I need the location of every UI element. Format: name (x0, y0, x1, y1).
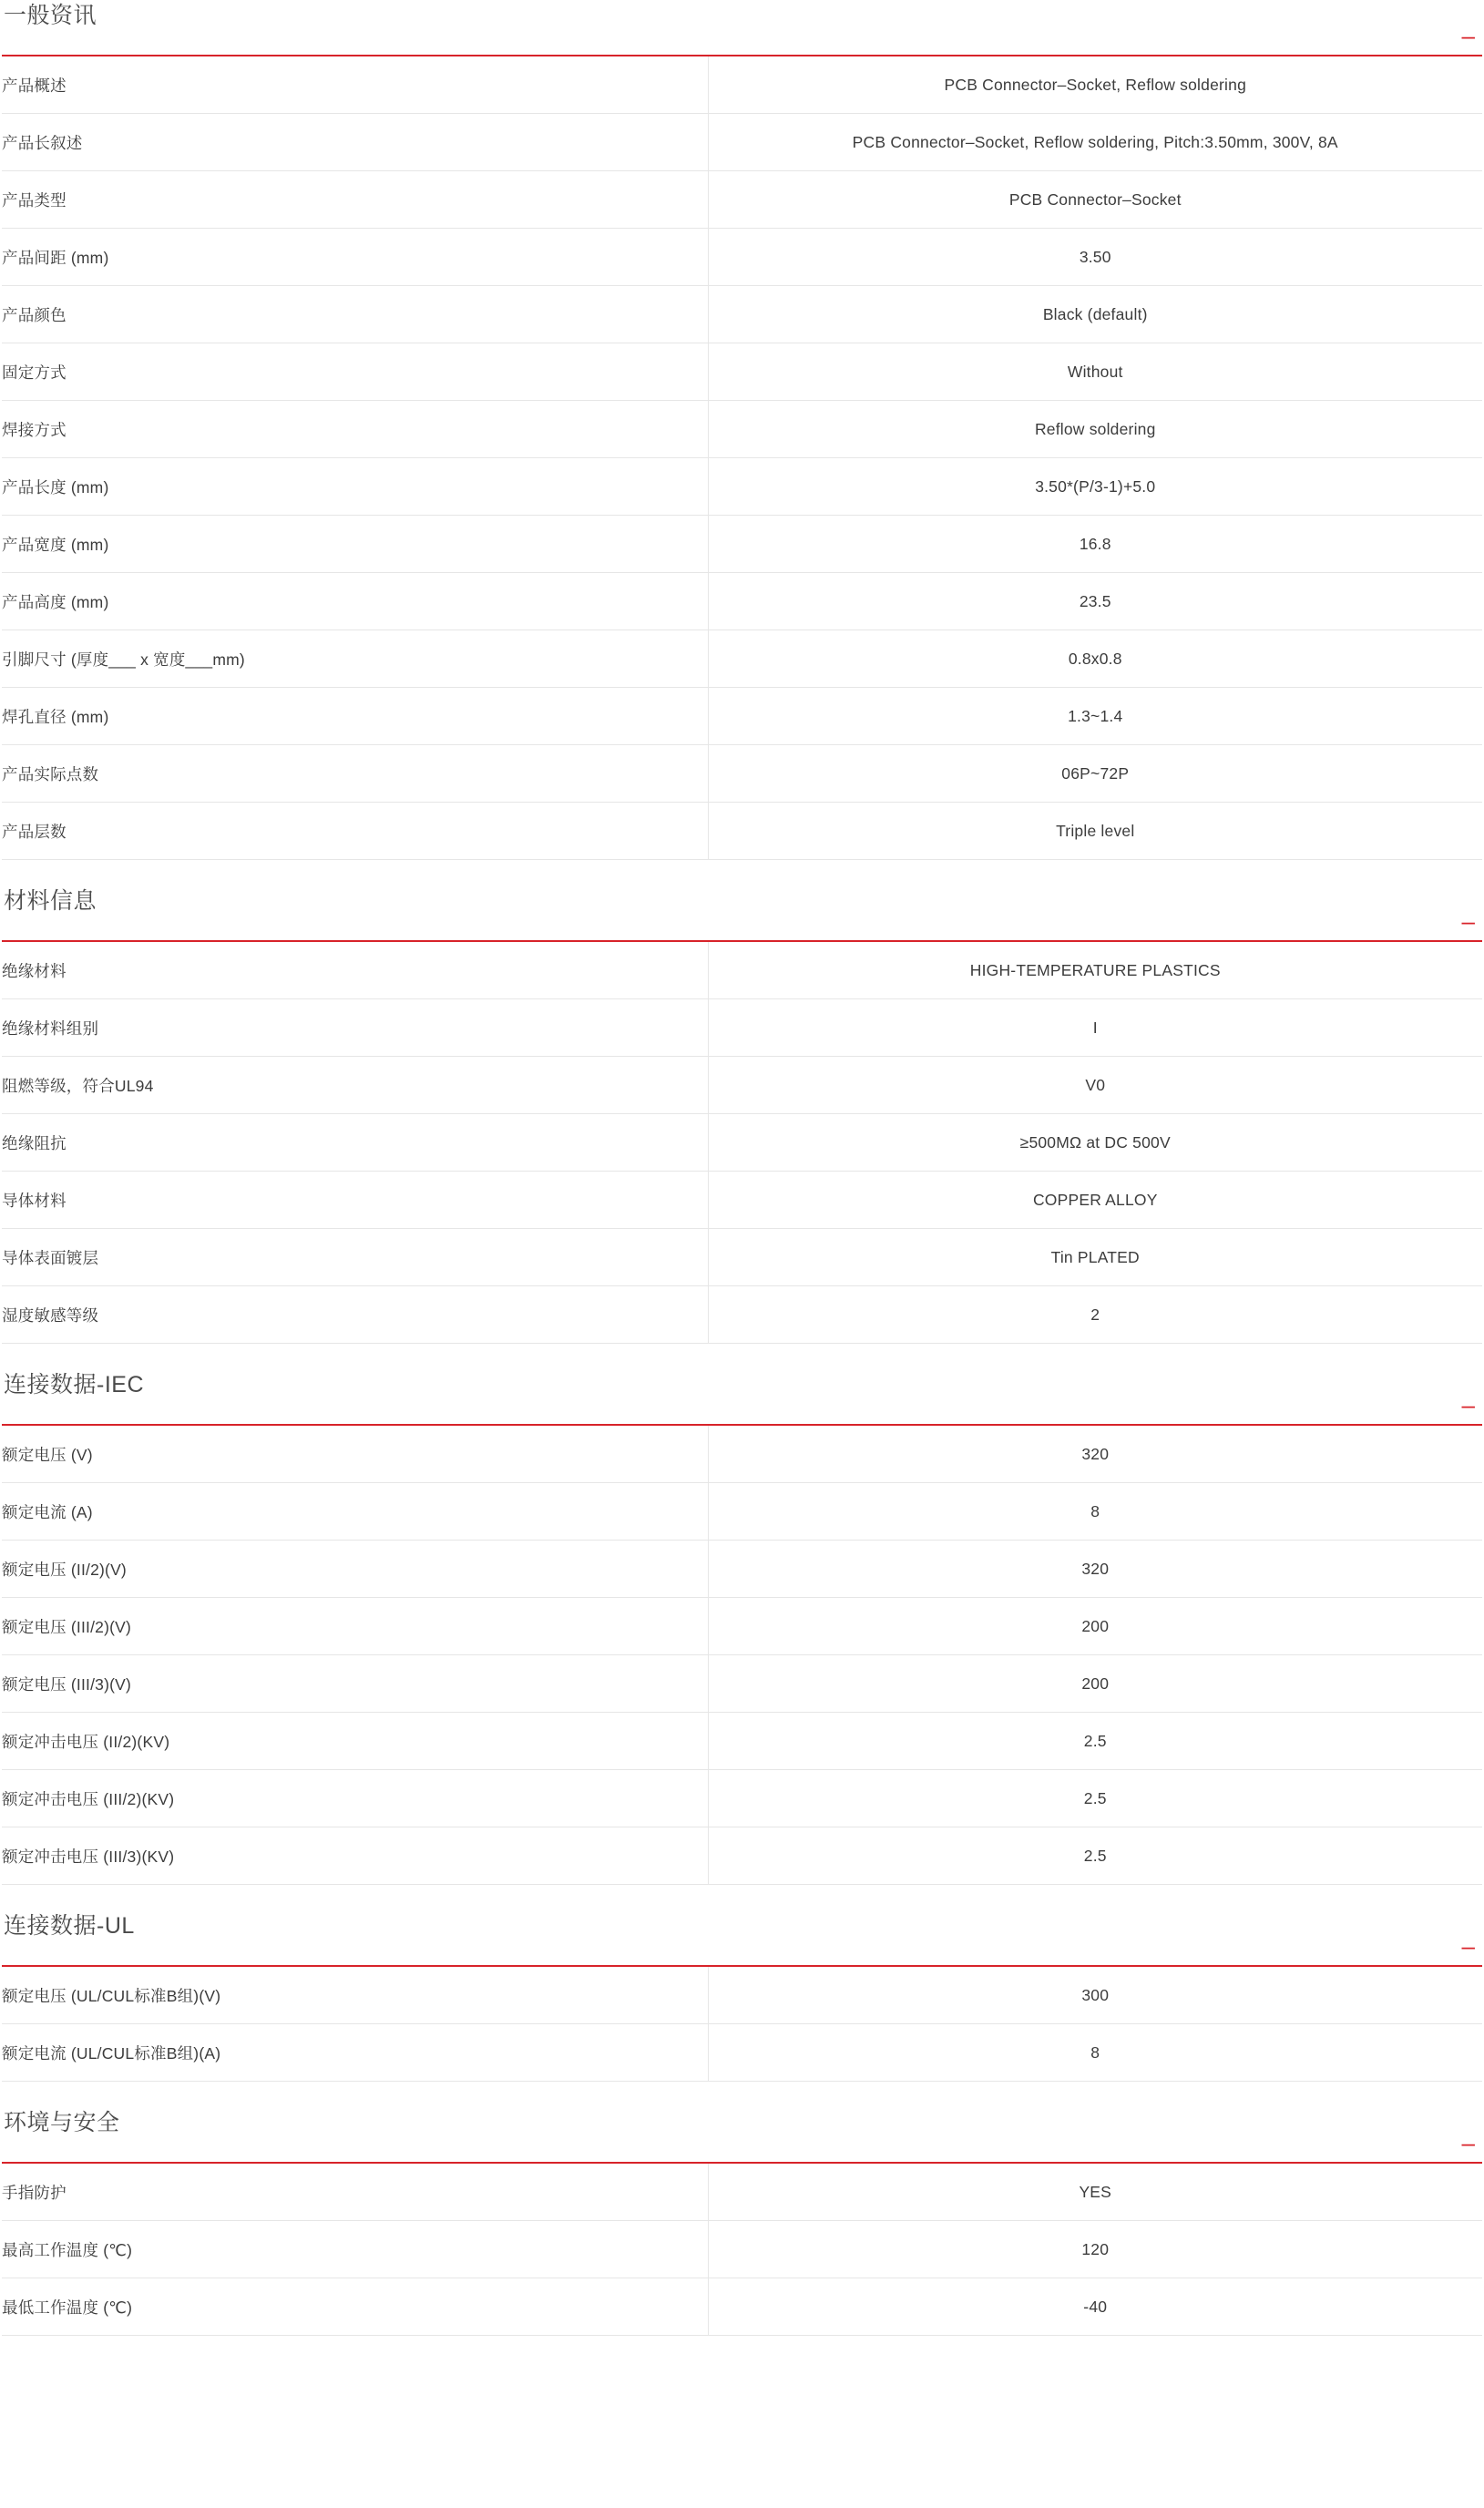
spec-label: 额定冲击电压 (II/2)(KV) (2, 1713, 708, 1770)
spec-value: 200 (1081, 1674, 1110, 1693)
table-row (2, 1967, 1482, 2024)
table-row (2, 2024, 1482, 2082)
spec-label: 额定电压 (III/2)(V) (2, 1598, 708, 1655)
section-header (2, 885, 1482, 942)
table-row (2, 401, 1482, 458)
spec-label: 绝缘阻抗 (2, 1114, 708, 1172)
spec-value: ≥500MΩ at DC 500V (1019, 1132, 1171, 1152)
spec-value: 2 (1090, 1305, 1100, 1324)
spec-value: PCB Connector–Socket, Reflow soldering (944, 75, 1246, 94)
spec-value: 3.50 (1079, 247, 1111, 266)
spec-section (2, 885, 1482, 1344)
spec-label: 产品概述 (2, 56, 708, 114)
table-row (2, 2221, 1482, 2278)
spec-label: 固定方式 (2, 343, 708, 401)
spec-label: 产品宽度 (mm) (2, 516, 708, 573)
spec-label: 额定电压 (II/2)(V) (2, 1541, 708, 1598)
table-row (2, 573, 1482, 630)
spec-label: 产品实际点数 (2, 745, 708, 803)
table-row (2, 999, 1482, 1057)
spec-value: V0 (1085, 1075, 1106, 1094)
spec-value: 0.8x0.8 (1068, 649, 1122, 668)
spec-value: 8 (1090, 2042, 1100, 2062)
section-header (2, 1910, 1482, 1967)
spec-value: Black (default) (1042, 304, 1148, 323)
table-row (2, 114, 1482, 171)
collapse-minus-icon[interactable]: – (1461, 2129, 1475, 2156)
spec-value: 120 (1081, 2239, 1110, 2258)
table-row (2, 803, 1482, 860)
table-row (2, 1229, 1482, 1286)
section-header (2, 1369, 1482, 1426)
spec-value: 16.8 (1079, 534, 1111, 553)
table-row (2, 2278, 1482, 2336)
spec-table (2, 1426, 1482, 1885)
spec-label: 产品长叙述 (2, 114, 708, 171)
spec-label: 导体表面镀层 (2, 1229, 708, 1286)
spec-label: 焊孔直径 (mm) (2, 688, 708, 745)
spec-label: 产品颜色 (2, 286, 708, 343)
section-title: 一般资讯 (4, 3, 97, 28)
collapse-minus-icon[interactable]: – (1461, 907, 1475, 935)
section-title: 材料信息 (4, 888, 97, 914)
spec-label: 导体材料 (2, 1172, 708, 1229)
table-row (2, 343, 1482, 401)
spec-label: 湿度敏感等级 (2, 1286, 708, 1344)
spec-label: 引脚尺寸 (厚度___ x 宽度___mm) (2, 630, 708, 688)
spec-value: 320 (1081, 1444, 1110, 1463)
spec-value: 200 (1081, 1616, 1110, 1635)
table-row (2, 1770, 1482, 1827)
spec-table (2, 56, 1482, 860)
section-header (2, 2107, 1482, 2164)
section-title: 环境与安全 (4, 2110, 120, 2135)
spec-value: PCB Connector–Socket, Reflow soldering, Pitch:3.50mm, 300V, 8A (852, 132, 1338, 151)
spec-label: 手指防护 (2, 2164, 708, 2221)
table-row (2, 942, 1482, 999)
spec-value: PCB Connector–Socket (1008, 189, 1182, 209)
collapse-minus-icon[interactable]: – (1461, 1391, 1475, 1418)
spec-label: 最低工作温度 (℃) (2, 2278, 708, 2336)
spec-label: 绝缘材料组别 (2, 999, 708, 1057)
spec-label: 产品层数 (2, 803, 708, 860)
table-row (2, 1827, 1482, 1885)
spec-label: 产品间距 (mm) (2, 229, 708, 286)
sections-container (2, 0, 1482, 2336)
spec-value: -40 (1083, 2297, 1108, 2316)
table-row (2, 1114, 1482, 1172)
table-row (2, 1057, 1482, 1114)
table-row (2, 1598, 1482, 1655)
spec-label: 产品类型 (2, 171, 708, 229)
table-row (2, 1541, 1482, 1598)
spec-value: 1.3~1.4 (1068, 706, 1123, 725)
section-title: 连接数据-IEC (4, 1372, 145, 1397)
table-row (2, 171, 1482, 229)
spec-value: Reflow soldering (1034, 419, 1156, 438)
table-row (2, 1426, 1482, 1483)
spec-value: YES (1079, 2182, 1112, 2201)
spec-value: COPPER ALLOY (1032, 1190, 1158, 1209)
spec-section (2, 2107, 1482, 2336)
spec-section (2, 1369, 1482, 1885)
spec-value: 06P~72P (1061, 763, 1130, 783)
collapse-minus-icon[interactable]: – (1461, 1932, 1475, 1960)
spec-label: 阻燃等级，符合UL94 (2, 1057, 708, 1114)
spec-label: 额定电压 (V) (2, 1426, 708, 1483)
section-header (2, 0, 1482, 56)
spec-table (2, 942, 1482, 1344)
spec-label: 焊接方式 (2, 401, 708, 458)
table-row (2, 229, 1482, 286)
spec-value: Triple level (1056, 821, 1135, 840)
spec-value: Tin PLATED (1050, 1247, 1140, 1266)
table-row (2, 1483, 1482, 1541)
spec-value: 300 (1081, 1985, 1110, 2004)
spec-table (2, 1967, 1482, 2082)
spec-label: 产品高度 (mm) (2, 573, 708, 630)
table-row (2, 516, 1482, 573)
table-row (2, 1713, 1482, 1770)
table-row (2, 458, 1482, 516)
spec-label: 额定冲击电压 (III/2)(KV) (2, 1770, 708, 1827)
spec-value: Without (1067, 362, 1123, 381)
spec-value: HIGH-TEMPERATURE PLASTICS (969, 960, 1221, 979)
spec-label: 产品长度 (mm) (2, 458, 708, 516)
table-row (2, 1172, 1482, 1229)
table-row (2, 630, 1482, 688)
spec-section (2, 0, 1482, 860)
spec-value: 2.5 (1083, 1731, 1107, 1750)
table-row (2, 688, 1482, 745)
spec-label: 最高工作温度 (℃) (2, 2221, 708, 2278)
spec-value: 3.50*(P/3-1)+5.0 (1035, 476, 1156, 496)
table-row (2, 1286, 1482, 1344)
table-row (2, 286, 1482, 343)
spec-table (2, 2164, 1482, 2336)
spec-label: 额定冲击电压 (III/3)(KV) (2, 1827, 708, 1885)
spec-value: 2.5 (1083, 1846, 1107, 1865)
spec-value: 8 (1090, 1501, 1100, 1520)
table-row (2, 2164, 1482, 2221)
spec-section (2, 1910, 1482, 2082)
section-title: 连接数据-UL (4, 1913, 135, 1939)
spec-value: 2.5 (1083, 1788, 1107, 1807)
spec-value: 320 (1081, 1559, 1110, 1578)
collapse-minus-icon[interactable]: – (1461, 22, 1475, 49)
table-row (2, 56, 1482, 114)
spec-value: I (1092, 1018, 1098, 1037)
spec-label: 额定电流 (A) (2, 1483, 708, 1541)
spec-label: 额定电流 (UL/CUL标准B组)(A) (2, 2024, 708, 2082)
spec-label: 额定电压 (III/3)(V) (2, 1655, 708, 1713)
table-row (2, 1655, 1482, 1713)
spec-label: 绝缘材料 (2, 942, 708, 999)
spec-value: 23.5 (1079, 591, 1111, 610)
spec-label: 额定电压 (UL/CUL标准B组)(V) (2, 1967, 708, 2024)
table-row (2, 745, 1482, 803)
